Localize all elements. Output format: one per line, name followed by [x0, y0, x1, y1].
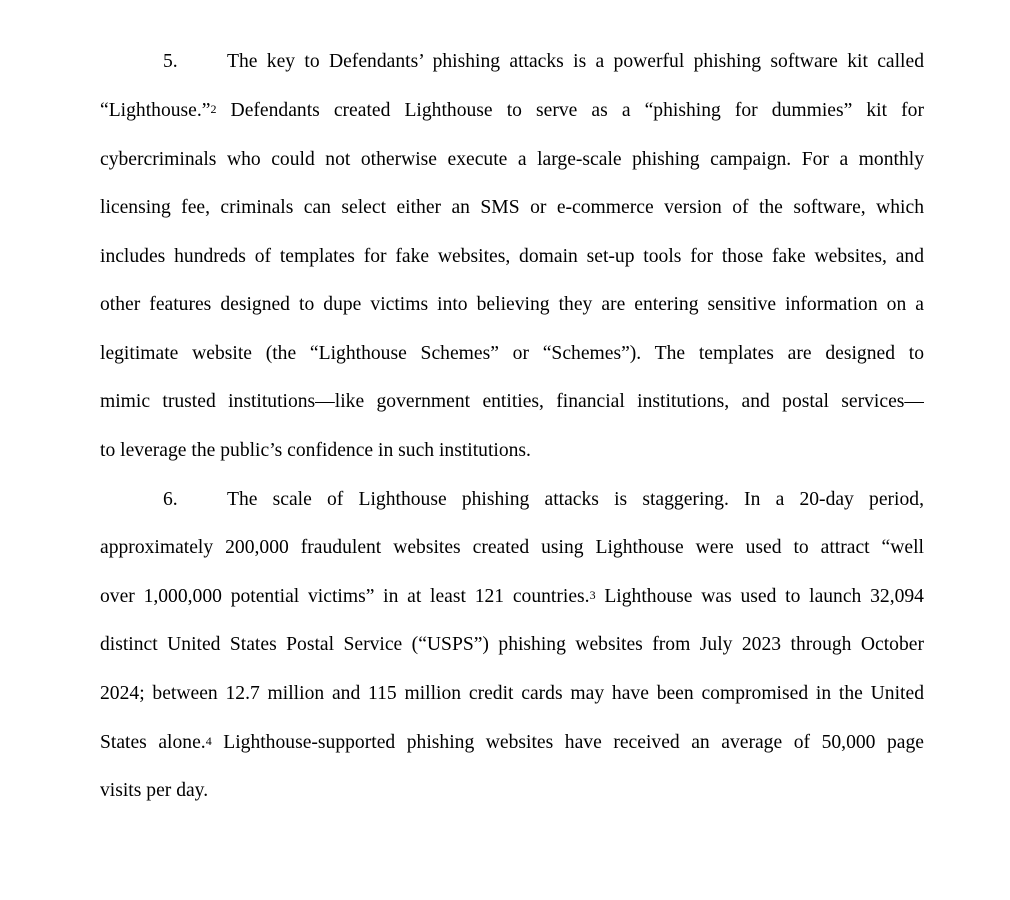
paragraph-text: The scale of Lighthouse phishing attacks is staggering. In a 20-day period,	[227, 489, 924, 510]
paragraph-5-line-4	[0, 193, 1010, 223]
paragraph-text: over 1,000,000 potential victims” in at least 121 countries.$^3$ Lighthouse was used to launch 32,094	[100, 586, 924, 607]
paragraph-text: licensing fee, criminals can select either an SMS or e-commerce version of the software, which	[100, 197, 924, 218]
paragraph-5-line-2	[0, 96, 1010, 126]
paragraph-text: distinct United States Postal Service (“USPS”) phishing websites from July 2023 through October	[100, 634, 924, 655]
paragraph-number: 5.	[163, 51, 178, 72]
paragraph-text: “Lighthouse.”$^2$ Defendants created Lighthouse to serve as a “phishing for dummies” kit for	[100, 100, 924, 121]
paragraph-text: 2024; between 12.7 million and 115 million credit cards may have been compromised in the United	[100, 683, 924, 704]
paragraph-5-line-6	[0, 290, 1010, 320]
paragraph-text: other features designed to dupe victims into believing they are entering sensitive information on a	[100, 294, 924, 315]
paragraph-5-line-7	[0, 339, 1010, 369]
paragraph-text: legitimate website (the “Lighthouse Schemes” or “Schemes”). The templates are designed to	[100, 343, 924, 364]
paragraph-6-line-6	[0, 728, 1010, 758]
paragraph-number: 6.	[163, 489, 178, 510]
paragraph-text: includes hundreds of templates for fake websites, domain set-up tools for those fake websites, and	[100, 246, 924, 267]
paragraph-text: mimic trusted institutions—like government entities, financial institutions, and postal services—	[100, 391, 924, 412]
paragraph-6-line-3	[0, 582, 1010, 612]
footnote-marker[interactable]: 4	[205, 734, 212, 748]
paragraph-5-line-1	[0, 47, 1010, 77]
paragraph-5-line-8	[0, 387, 1010, 417]
paragraph-5-line-3	[0, 145, 1010, 175]
paragraph-text: approximately 200,000 fraudulent websites created using Lighthouse were used to attract “well	[100, 537, 924, 558]
paragraph-text: visits per day.	[100, 780, 209, 801]
paragraph-6-line-2	[0, 533, 1010, 563]
paragraph-text: The key to Defendants’ phishing attacks is a powerful phishing software kit called	[227, 51, 924, 72]
footnote-marker[interactable]: 3	[589, 588, 596, 602]
paragraph-text: cybercriminals who could not otherwise execute a large-scale phishing campaign. For a monthly	[100, 149, 924, 170]
paragraph-text: to leverage the public’s confidence in such institutions.	[100, 440, 531, 461]
paragraph-5-line-5	[0, 242, 1010, 272]
paragraph-6-line-1	[0, 485, 1010, 515]
footnote-marker[interactable]: 2	[210, 102, 217, 116]
paragraph-5-line-9	[0, 436, 1010, 466]
paragraph-6-line-7	[0, 776, 1010, 806]
paragraph-6-line-4	[0, 630, 1010, 660]
paragraph-6-line-5	[0, 679, 1010, 709]
paragraph-text: States alone.$^4$ Lighthouse-supported phishing websites have received an average of 50,000 page	[100, 732, 924, 753]
